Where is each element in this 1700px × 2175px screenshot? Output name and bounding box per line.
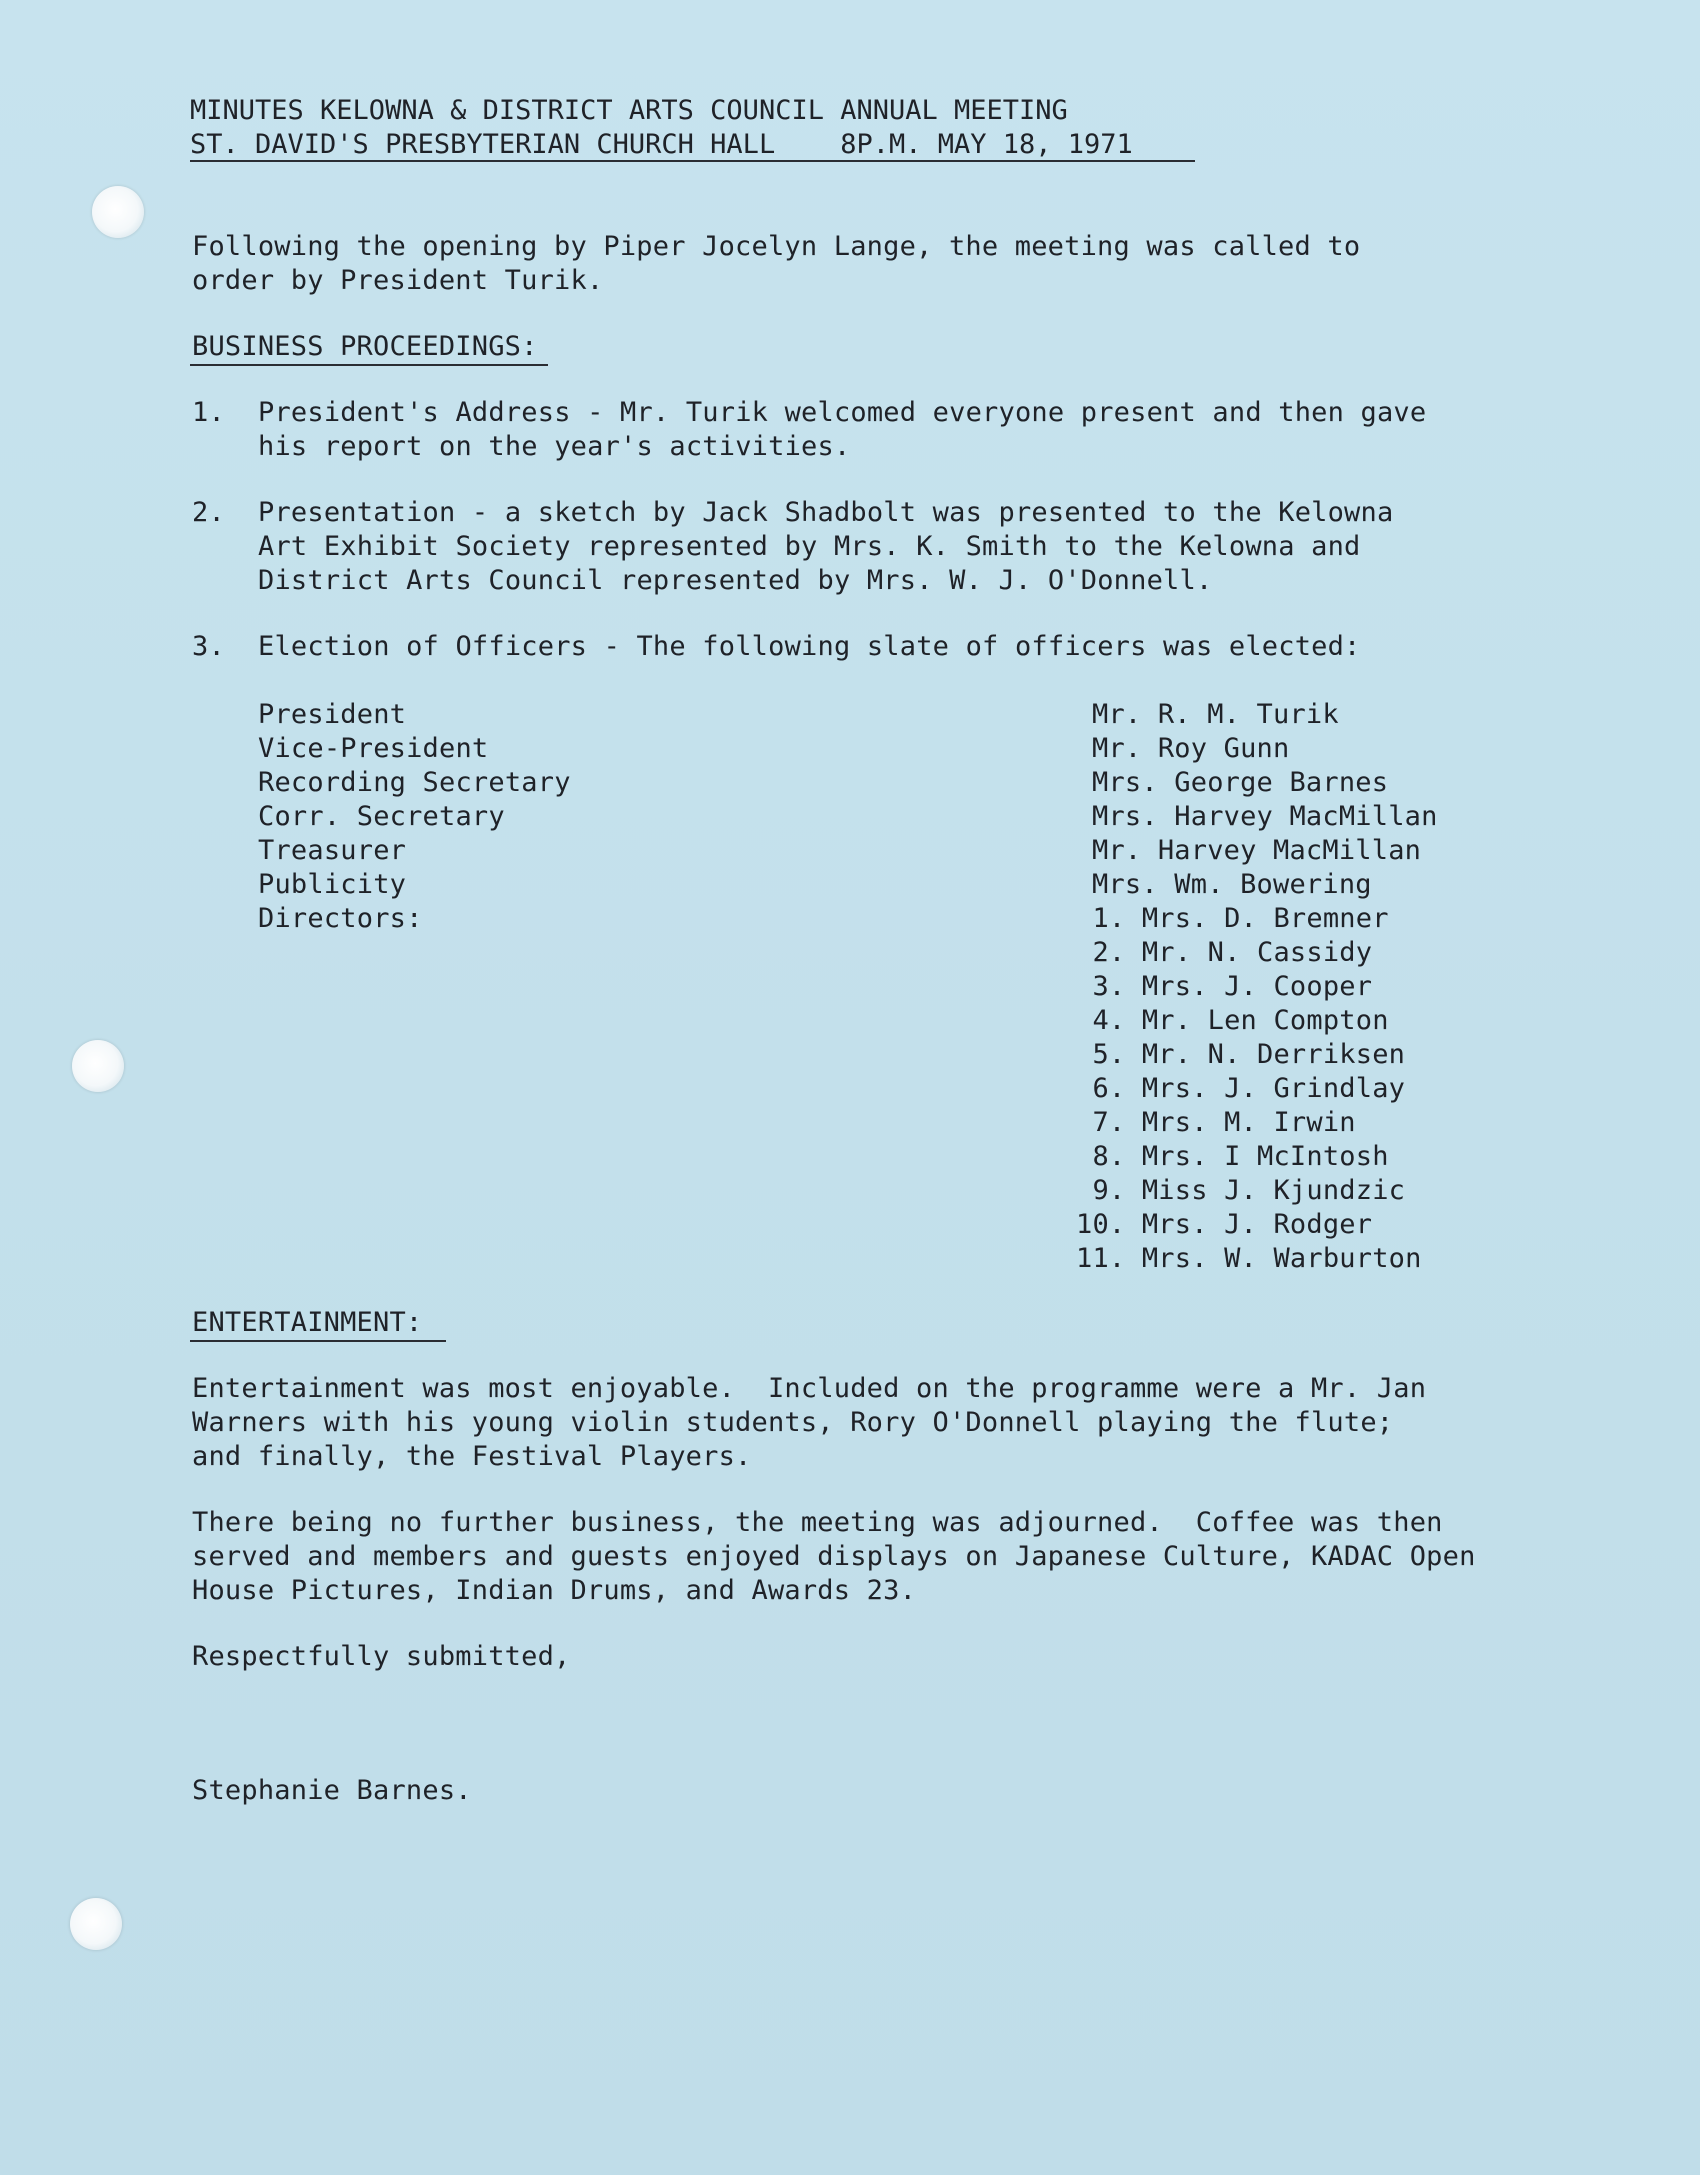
closing-salutation: Respectfully submitted, [192,1641,571,1672]
adjournment-line-3: House Pictures, Indian Drums, and Awards 23. [192,1575,917,1606]
item-3-number: 3. [192,631,225,662]
punch-hole-bottom [70,1898,122,1950]
director-name: 11. Mrs. W. Warburton [1076,1243,1422,1274]
role-recording-secretary: Recording Secretary [258,767,571,798]
role-president: President [258,699,407,730]
item-2-line-2: Art Exhibit Society represented by Mrs. K. Smith to the Kelowna and [258,531,1361,562]
officer-name: Mr. Roy Gunn [1092,733,1290,764]
entertainment-line-1: Entertainment was most enjoyable. Included on the programme were a Mr. Jan [192,1373,1427,1404]
signature-name: Stephanie Barnes. [192,1775,472,1806]
director-name: 3. Mrs. J. Cooper [1076,971,1373,1002]
director-name: 1. Mrs. D. Bremner [1076,903,1389,934]
role-vice-president: Vice-President [258,733,489,764]
director-name: 4. Mr. Len Compton [1076,1005,1389,1036]
entertainment-line-2: Warners with his young violin students, Rory O'Donnell playing the flute; [192,1407,1394,1438]
officer-name: Mrs. Wm. Bowering [1092,869,1372,900]
director-name: 9. Miss J. Kjundzic [1076,1175,1406,1206]
director-name: 6. Mrs. J. Grindlay [1076,1073,1406,1104]
role-corr-secretary: Corr. Secretary [258,801,505,832]
punch-hole-top [92,186,144,238]
entertainment-line-3: and finally, the Festival Players. [192,1441,752,1472]
officer-name: Mr. R. M. Turik [1092,699,1339,730]
director-name: 7. Mrs. M. Irwin [1076,1107,1356,1138]
adjournment-line-1: There being no further business, the meeting was adjourned. Coffee was then [192,1507,1443,1538]
item-2-number: 2. [192,497,225,528]
director-name: 5. Mr. N. Derriksen [1076,1039,1406,1070]
role-treasurer: Treasurer [258,835,407,866]
item-1-line-1: President's Address - Mr. Turik welcomed everyone present and then gave [258,397,1427,428]
officer-name: Mrs. George Barnes [1092,767,1389,798]
director-name: 10. Mrs. J. Rodger [1076,1209,1373,1240]
header-line-1: MINUTES KELOWNA & DISTRICT ARTS COUNCIL ANNUAL MEETING [190,95,1068,126]
header-line-2: ST. DAVID'S PRESBYTERIAN CHURCH HALL 8P.M. MAY 18, 1971 [190,129,1133,160]
director-name: 8. Mrs. I McIntosh [1076,1141,1389,1172]
role-publicity: Publicity [258,869,407,900]
item-1-line-2: his report on the year's activities. [258,431,851,462]
opening-line-2: order by President Turik. [192,265,604,296]
director-name: 2. Mr. N. Cassidy [1076,937,1373,968]
role-directors: Directors: [258,903,423,934]
business-heading-underline [190,364,548,366]
business-heading: BUSINESS PROCEEDINGS: [192,331,538,362]
opening-line-1: Following the opening by Piper Jocelyn Lange, the meeting was called to [192,231,1361,262]
punch-hole-middle [72,1040,124,1092]
adjournment-line-2: served and members and guests enjoyed displays on Japanese Culture, KADAC Open [192,1541,1476,1572]
item-2-line-3: District Arts Council represented by Mrs. W. J. O'Donnell. [258,565,1213,596]
header-underline [190,160,1195,162]
item-1-number: 1. [192,397,225,428]
officer-name: Mrs. Harvey MacMillan [1092,801,1438,832]
entertainment-heading-underline [190,1340,446,1342]
entertainment-heading: ENTERTAINMENT: [192,1307,423,1338]
item-3-line-1: Election of Officers - The following slate of officers was elected: [258,631,1361,662]
item-2-line-1: Presentation - a sketch by Jack Shadbolt was presented to the Kelowna [258,497,1394,528]
officer-name: Mr. Harvey MacMillan [1092,835,1422,866]
